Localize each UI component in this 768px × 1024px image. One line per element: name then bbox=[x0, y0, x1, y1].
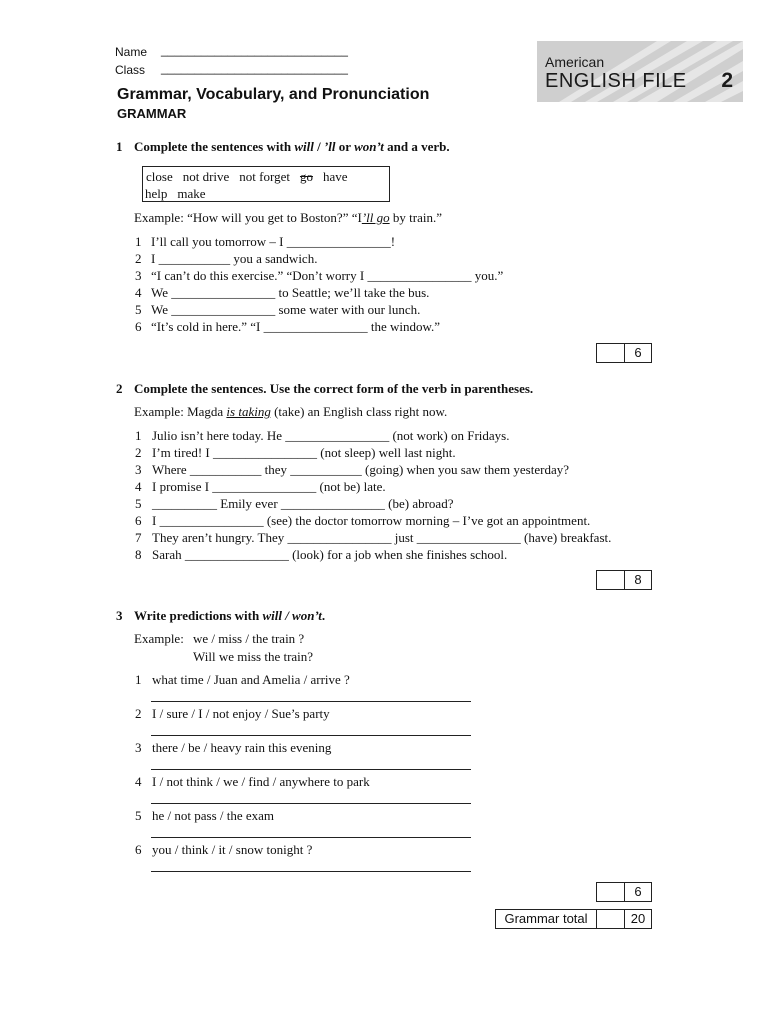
section3-example-prompt: we / miss / the train ? bbox=[193, 631, 305, 646]
section3-example-label: Example: bbox=[134, 631, 184, 646]
s3-item-prompt: you / think / it / snow tonight ? bbox=[152, 842, 313, 857]
s3-answer-line[interactable] bbox=[151, 769, 471, 770]
s2-item-number: 7 bbox=[135, 530, 142, 545]
section2-number: 2 bbox=[116, 381, 123, 396]
grammar-total-score: 20 bbox=[630, 911, 646, 926]
s2-item-number: 8 bbox=[135, 547, 142, 562]
s3-answer-line[interactable] bbox=[151, 803, 471, 804]
section-heading: GRAMMAR bbox=[117, 106, 187, 121]
s3-answer-line[interactable] bbox=[151, 837, 471, 838]
s3-item-number: 2 bbox=[135, 706, 142, 721]
s2-item-text: Julio isn’t here today. He ________________ (not work) on Fridays. bbox=[152, 428, 510, 443]
word-bank-item-used: go bbox=[299, 169, 313, 184]
word-bank-item: close bbox=[146, 169, 173, 184]
s1-item-number: 4 bbox=[135, 285, 142, 300]
section3-instructions: Write predictions with will / won’t. bbox=[134, 608, 326, 623]
section1-instructions: Complete the sentences with will / ’ll or won’t and a verb. bbox=[134, 139, 450, 154]
word-bank-item: not drive bbox=[182, 169, 230, 184]
s2-item-number: 6 bbox=[135, 513, 142, 528]
american-english-file-logo bbox=[537, 41, 743, 102]
s2-item-number: 4 bbox=[135, 479, 142, 494]
name-label: Name bbox=[115, 45, 148, 59]
s2-item-text: Sarah ________________ (look) for a job when she finishes school. bbox=[152, 547, 508, 562]
section1-example: Example: “How will you get to Boston?” “I’ll go by train.” bbox=[134, 210, 442, 225]
word-bank-item: help bbox=[145, 186, 168, 201]
s1-item-text: We ________________ to Seattle; we’ll take the bus. bbox=[151, 285, 430, 300]
section3-score-box bbox=[596, 882, 652, 902]
s3-item-prompt: he / not pass / the exam bbox=[152, 808, 275, 823]
s3-item-number: 3 bbox=[135, 740, 142, 755]
name-field[interactable]: ____________________________ bbox=[161, 43, 348, 57]
s2-item-text: I promise I ________________ (not be) late. bbox=[152, 479, 386, 494]
s2-item-text: I’m tired! I ________________ (not sleep) well last night. bbox=[152, 445, 456, 460]
s3-item-prompt: I / not think / we / find / anywhere to park bbox=[152, 774, 370, 789]
class-label: Class bbox=[115, 63, 146, 77]
s1-item-number: 1 bbox=[135, 234, 142, 249]
s3-item-number: 4 bbox=[135, 774, 142, 789]
s1-item-number: 5 bbox=[135, 302, 142, 317]
section3-number: 3 bbox=[116, 608, 123, 623]
s1-item-number: 2 bbox=[135, 251, 142, 266]
section2-score: 8 bbox=[634, 572, 642, 587]
s2-item-text: I ________________ (see) the doctor tomorrow morning – I’ve got an appointment. bbox=[152, 513, 591, 528]
s3-item-prompt: there / be / heavy rain this evening bbox=[152, 740, 332, 755]
section3-example-answer: Will we miss the train? bbox=[193, 649, 314, 664]
section1-score-box bbox=[596, 343, 652, 363]
section2-example: Example: Magda is taking (take) an English class right now. bbox=[134, 404, 448, 419]
s1-item-text: We ________________ some water with our lunch. bbox=[151, 302, 421, 317]
s3-item-number: 6 bbox=[135, 842, 142, 857]
s1-item-text: “It’s cold in here.” “I ________________ the window.” bbox=[151, 319, 441, 334]
grammar-total-label: Grammar total bbox=[504, 911, 588, 926]
logo-number: 2 bbox=[721, 69, 733, 92]
s1-item-text: “I can’t do this exercise.” “Don’t worry I ________________ you.” bbox=[151, 268, 504, 283]
section1-number: 1 bbox=[116, 139, 123, 154]
s1-item-text: I’ll call you tomorrow – I ________________! bbox=[151, 234, 396, 249]
logo-line1: American bbox=[545, 54, 605, 70]
s3-item-number: 1 bbox=[135, 672, 142, 687]
word-bank-item: not forget bbox=[239, 169, 290, 184]
s3-answer-line[interactable] bbox=[151, 701, 471, 702]
s3-item-prompt: what time / Juan and Amelia / arrive ? bbox=[152, 672, 350, 687]
s1-item-text: I ___________ you a sandwich. bbox=[151, 251, 318, 266]
logo-line2: ENGLISH FILE bbox=[545, 70, 687, 92]
grammar-total-box bbox=[495, 909, 652, 929]
class-field[interactable]: ____________________________ bbox=[161, 61, 348, 75]
s2-item-number: 2 bbox=[135, 445, 142, 460]
s2-item-number: 1 bbox=[135, 428, 142, 443]
page-title: Grammar, Vocabulary, and Pronunciation bbox=[117, 86, 430, 103]
s3-item-number: 5 bbox=[135, 808, 142, 823]
s1-item-number: 6 bbox=[135, 319, 142, 334]
s3-item-prompt: I / sure / I / not enjoy / Sue’s party bbox=[152, 706, 330, 721]
s3-answer-line[interactable] bbox=[151, 735, 471, 736]
s2-item-number: 5 bbox=[135, 496, 142, 511]
s3-answer-line[interactable] bbox=[151, 871, 471, 872]
s2-item-text: __________ Emily ever ________________ (be) abroad? bbox=[152, 496, 454, 511]
word-bank bbox=[142, 166, 390, 202]
word-bank-item: have bbox=[322, 169, 348, 184]
section2-instructions: Complete the sentences. Use the correct form of the verb in parentheses. bbox=[134, 381, 534, 396]
section2-score-box bbox=[596, 570, 652, 590]
section1-score: 6 bbox=[634, 345, 642, 360]
s2-item-text: They aren’t hungry. They ________________ just ________________ (have) breakfast. bbox=[152, 530, 612, 545]
s2-item-text: Where ___________ they ___________ (going) when you saw them yesterday? bbox=[152, 462, 569, 477]
s1-item-number: 3 bbox=[135, 268, 142, 283]
s2-item-number: 3 bbox=[135, 462, 142, 477]
word-bank-item: make bbox=[177, 186, 206, 201]
section3-score: 6 bbox=[634, 884, 642, 899]
